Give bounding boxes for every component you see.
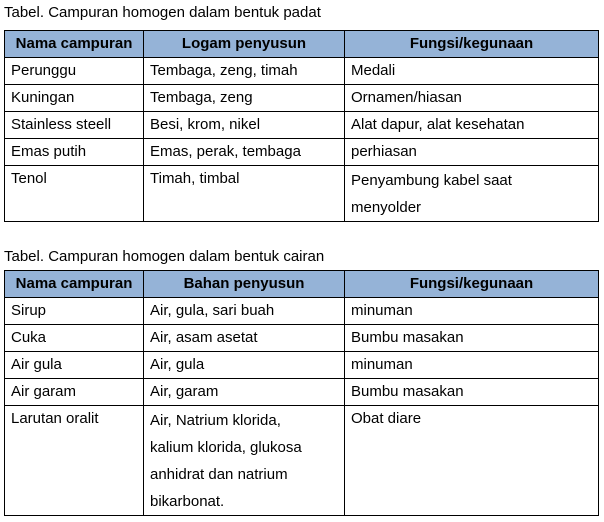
cell-name: Emas putih bbox=[5, 139, 144, 166]
cell-name: Stainless steell bbox=[5, 112, 144, 139]
cell-use: minuman bbox=[345, 298, 599, 325]
table1-caption: Tabel. Campuran homogen dalam bentuk padat bbox=[4, 4, 321, 21]
cell-name: Perunggu bbox=[5, 58, 144, 85]
cell-name: Cuka bbox=[5, 325, 144, 352]
cell-line: anhidrat dan natrium bbox=[150, 466, 288, 483]
table-header-row bbox=[5, 271, 599, 298]
table-row bbox=[5, 325, 599, 352]
header-nama-campuran: Nama campuran bbox=[5, 271, 144, 298]
cell-line: Air, Natrium klorida, bbox=[150, 412, 281, 429]
cell-components bbox=[144, 406, 345, 516]
table-row bbox=[5, 379, 599, 406]
header-fungsi-kegunaan: Fungsi/kegunaan bbox=[345, 271, 599, 298]
cell-components: Emas, perak, tembaga bbox=[144, 139, 345, 166]
cell-name: Air gula bbox=[5, 352, 144, 379]
cell-use: Bumbu masakan bbox=[345, 379, 599, 406]
cell-name: Air garam bbox=[5, 379, 144, 406]
cell-components: Air, gula, sari buah bbox=[144, 298, 345, 325]
cell-name: Kuningan bbox=[5, 85, 144, 112]
table-row bbox=[5, 166, 599, 222]
liquid-mixtures-table bbox=[4, 270, 599, 516]
cell-use: Bumbu masakan bbox=[345, 325, 599, 352]
cell-line: menyolder bbox=[351, 199, 422, 216]
header-bahan-penyusun: Bahan penyusun bbox=[144, 271, 345, 298]
header-fungsi-kegunaan: Fungsi/kegunaan bbox=[345, 31, 599, 58]
cell-components: Tembaga, zeng, timah bbox=[144, 58, 345, 85]
cell-components: Timah, timbal bbox=[144, 166, 345, 222]
cell-use: Ornamen/hiasan bbox=[345, 85, 599, 112]
cell-components: Air, asam asetat bbox=[144, 325, 345, 352]
cell-components: Air, gula bbox=[144, 352, 345, 379]
table2-caption: Tabel. Campuran homogen dalam bentuk cairan bbox=[4, 248, 325, 265]
cell-use bbox=[345, 166, 599, 222]
cell-name: Larutan oralit bbox=[5, 406, 144, 516]
cell-use: Obat diare bbox=[345, 406, 599, 516]
header-nama-campuran: Nama campuran bbox=[5, 31, 144, 58]
table-row bbox=[5, 139, 599, 166]
cell-name: Sirup bbox=[5, 298, 144, 325]
cell-use: perhiasan bbox=[345, 139, 599, 166]
table-row bbox=[5, 58, 599, 85]
cell-line: Penyambung kabel saat bbox=[351, 172, 512, 189]
cell-line: kalium klorida, glukosa bbox=[150, 439, 302, 456]
table-row bbox=[5, 406, 599, 516]
table-row bbox=[5, 298, 599, 325]
cell-components: Tembaga, zeng bbox=[144, 85, 345, 112]
cell-line: bikarbonat. bbox=[150, 493, 225, 510]
table-row bbox=[5, 112, 599, 139]
cell-components: Air, garam bbox=[144, 379, 345, 406]
table-row bbox=[5, 85, 599, 112]
table-header-row bbox=[5, 31, 599, 58]
cell-use: Alat dapur, alat kesehatan bbox=[345, 112, 599, 139]
cell-components: Besi, krom, nikel bbox=[144, 112, 345, 139]
header-logam-penyusun: Logam penyusun bbox=[144, 31, 345, 58]
cell-name: Tenol bbox=[5, 166, 144, 222]
table-row bbox=[5, 352, 599, 379]
cell-use: Medali bbox=[345, 58, 599, 85]
cell-use: minuman bbox=[345, 352, 599, 379]
solid-mixtures-table bbox=[4, 30, 599, 222]
